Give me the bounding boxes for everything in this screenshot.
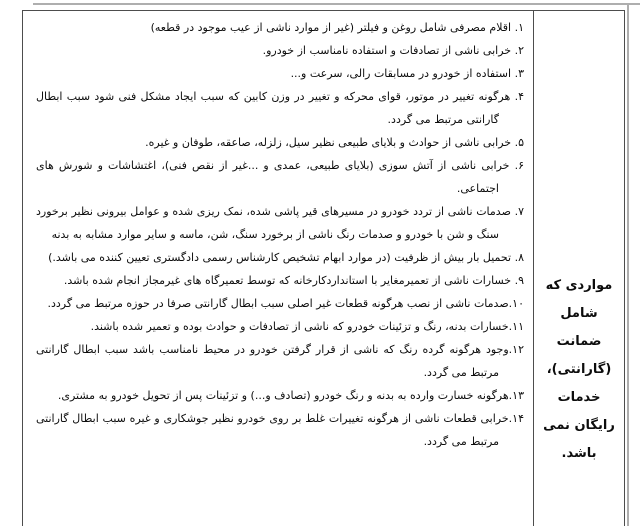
item-text: تحمیل بار بیش از ظرفیت (در موارد ابهام تشخیص کارشناس رسمی دادگستری تعیین کننده می باشد.): [48, 251, 512, 264]
list-item: [36, 269, 524, 292]
item-text: خسارات بدنه، رنگ و تزئینات خودرو که ناشی از تصادفات و حوادث بوده و تعمیر شده باشند.: [90, 320, 509, 333]
item-text: استفاده از خودرو در مسابقات رالی، سرعت و...: [290, 67, 512, 80]
list-item: [36, 292, 524, 315]
table-row: [23, 11, 625, 526]
item-number: ۳.: [511, 67, 524, 80]
list-item: [36, 338, 524, 384]
list-item: [36, 407, 524, 453]
exclusions-list-cell: [23, 11, 534, 526]
item-number: ۵.: [511, 136, 524, 149]
item-number: ۱.: [511, 21, 524, 34]
list-item: [36, 154, 524, 200]
item-number: ۱۰.: [508, 297, 524, 310]
item-number: ۶.: [509, 159, 525, 172]
exclusions-header-cell: مواردی که شامل ضمانت (گارانتی)، خدمات رایگان نمی باشد.: [534, 11, 625, 526]
item-text: صدمات ناشی از نصب هرگونه قطعات غیر اصلی سبب ابطال گارانتی صرفا در حوزه مرتبط می گردد.: [47, 297, 509, 310]
list-item: [36, 85, 524, 131]
item-text: خرابی ناشی از حوادث و بلایای طبیعی نظیر سیل، زلزله، صاعقه، طوفان و غیره.: [145, 136, 512, 149]
item-number: ۱۲.: [508, 343, 524, 356]
item-number: ۹.: [511, 274, 524, 287]
frame-right-line: [627, 3, 629, 526]
item-text: خرابی ناشی از آتش سوزی (بلایای طبیعی، عمدی و ...غیر از نقص فنی)، اغتشاشات و شورش های اجتماعی.: [36, 159, 510, 195]
list-item: [36, 246, 524, 269]
list-item: [36, 200, 524, 246]
item-number: ۲.: [511, 44, 524, 57]
item-text: هرگونه تغییر در موتور، قوای محرکه و تغییر در وزن کابین که سبب ایجاد مشکل فنی شود سبب ابطال گارانتی مرتبط می گردد.: [36, 90, 511, 126]
frame-top-line: [33, 3, 640, 5]
item-number: ۱۳.: [508, 389, 524, 402]
item-text: خسارات ناشی از تعمیرمغایر با استانداردکارخانه که توسط تعمیرگاه های غیرمجاز انجام شده باشد.: [63, 274, 512, 287]
warranty-exclusions-table: [22, 10, 625, 526]
item-number: ۱۱.: [508, 320, 524, 333]
item-number: ۱۴.: [508, 412, 524, 425]
item-text: خرابی ناشی از تصادفات و استفاده نامناسب از خودرو.: [262, 44, 512, 57]
list-item: [36, 315, 524, 338]
item-number: ۸.: [511, 251, 524, 264]
item-text: وجود هرگونه گرده رنگ که ناشی از قرار گرفتن خودرو در محیط نامناسب باشد سبب ابطال گارانتی مرتبط می گردد.: [36, 343, 509, 379]
item-text: اقلام مصرفی شامل روغن و فیلتر (غیر از موارد ناشی از عیب موجود در قطعه): [150, 21, 512, 34]
list-item: [36, 62, 524, 85]
list-item: [36, 16, 524, 39]
item-text: خرابی قطعات ناشی از هرگونه تغییرات غلط بر روی خودرو نظیر جوشکاری و غیره سبب ابطال گارانتی مرتبط می گردد.: [36, 412, 509, 448]
list-item: [36, 131, 524, 154]
item-text: هرگونه خسارت وارده به بدنه و رنگ خودرو (تصادف و...) و تزئینات پس از تحویل خودرو به مشتری.: [57, 389, 509, 402]
list-item: [36, 384, 524, 407]
item-number: ۷.: [510, 205, 524, 218]
item-text: صدمات ناشی از تردد خودرو در مسیرهای قیر پاشی شده، نمک ریزی شده و عوامل بیرونی نظیر برخورد سنگ و شن با خودرو و صدمات رنگ ناشی از برخورد سنگ، شن، ماسه و سایر موارد مشابه به بدنه: [36, 205, 511, 241]
item-number: ۴.: [510, 90, 524, 103]
list-item: [36, 39, 524, 62]
